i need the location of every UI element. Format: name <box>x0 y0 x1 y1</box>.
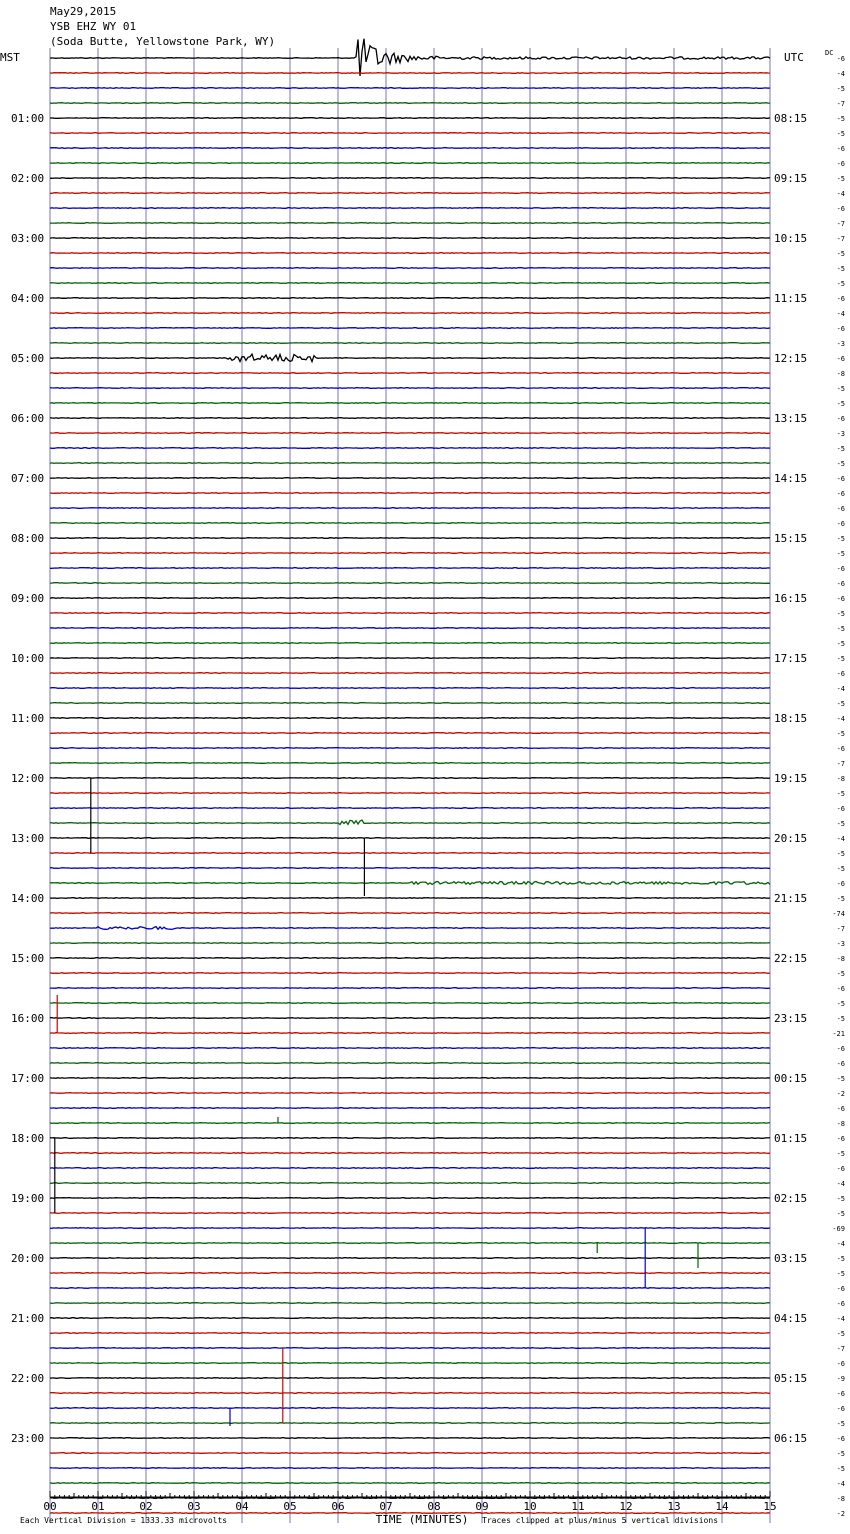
trace-row <box>50 268 770 269</box>
trace-row <box>50 354 770 362</box>
dc-offset-label: -5 <box>836 610 845 618</box>
trace-row <box>50 1138 770 1139</box>
right-hour-label: 13:15 <box>774 412 808 425</box>
dc-offset-label: -5 <box>836 850 845 858</box>
dc-offset-label: -5 <box>836 700 845 708</box>
dc-offset-label: -6 <box>836 160 845 168</box>
dc-offset-label: -6 <box>836 580 845 588</box>
dc-offset-label: -5 <box>836 280 845 288</box>
dc-offset-label: -6 <box>836 595 845 603</box>
dc-offset-label: -5 <box>836 1000 845 1008</box>
trace-row <box>50 1363 770 1364</box>
trace-row <box>50 613 770 614</box>
trace-row <box>50 1123 770 1124</box>
trace-row <box>50 1318 770 1319</box>
dc-offset-label: -5 <box>836 115 845 123</box>
dc-offset-label: -5 <box>836 655 845 663</box>
dc-offset-label: -5 <box>836 1330 845 1338</box>
x-tick-label: 15 <box>763 1500 777 1513</box>
x-tick-label: 09 <box>475 1500 489 1513</box>
trace-row <box>50 598 770 599</box>
left-hour-label: 01:00 <box>11 112 45 125</box>
chart-location: (Soda Butte, Yellowstone Park, WY) <box>50 35 276 48</box>
trace-row <box>50 793 770 794</box>
trace-row <box>50 163 770 164</box>
left-hour-label: 21:00 <box>11 1312 45 1325</box>
right-hour-label: 06:15 <box>774 1432 808 1445</box>
dc-offset-label: -5 <box>836 445 845 453</box>
x-tick-label: 08 <box>427 1500 441 1513</box>
trace-row <box>50 882 770 885</box>
trace-row <box>50 478 770 479</box>
left-hour-label: 17:00 <box>11 1072 45 1085</box>
dc-offset-label: -5 <box>836 1150 845 1158</box>
right-hour-label: 08:15 <box>774 112 808 125</box>
dc-offset-label: -5 <box>836 175 845 183</box>
trace-row <box>50 238 770 239</box>
right-hour-label: 19:15 <box>774 772 808 785</box>
dc-offset-label: -6 <box>836 1105 845 1113</box>
trace-row <box>50 283 770 284</box>
dc-offset-label: -6 <box>836 880 845 888</box>
trace-row <box>50 628 770 629</box>
right-hour-label: 21:15 <box>774 892 808 905</box>
dc-offset-label: -5 <box>836 640 845 648</box>
trace-row <box>50 943 770 944</box>
dc-offset-label: -4 <box>836 1480 845 1488</box>
dc-offset-label: -7 <box>836 235 845 243</box>
dc-offset-label: -6 <box>836 670 845 678</box>
dc-offset-label: -5 <box>836 85 845 93</box>
trace-row <box>50 658 770 659</box>
trace-row <box>50 718 770 719</box>
trace-row <box>50 927 770 930</box>
left-hour-label: 14:00 <box>11 892 45 905</box>
left-hour-label: 23:00 <box>11 1432 45 1445</box>
dc-offset-label: -5 <box>836 865 845 873</box>
x-tick-label: 06 <box>331 1500 345 1513</box>
dc-offset-label: -5 <box>836 130 845 138</box>
trace-row <box>50 1273 770 1274</box>
x-tick-label: 02 <box>139 1500 153 1513</box>
left-hour-label: 20:00 <box>11 1252 45 1265</box>
x-tick-label: 03 <box>187 1500 201 1513</box>
left-hour-label: 11:00 <box>11 712 45 725</box>
dc-offset-label: -5 <box>836 460 845 468</box>
left-hour-label: 02:00 <box>11 172 45 185</box>
trace-row <box>50 1333 770 1334</box>
trace-row <box>50 1063 770 1064</box>
dc-offset-label: -6 <box>836 520 845 528</box>
right-hour-label: 23:15 <box>774 1012 808 1025</box>
scale-note: Each Vertical Division = 1333.33 microvolts <box>20 1516 228 1525</box>
dc-offset-label: -5 <box>836 1270 845 1278</box>
trace-row <box>50 1033 770 1034</box>
dc-offset-label: -6 <box>836 1285 845 1293</box>
right-hour-label: 01:15 <box>774 1132 808 1145</box>
dc-offset-label: -5 <box>836 1255 845 1263</box>
dc-offset-label: -5 <box>836 400 845 408</box>
dc-offset-label: -7 <box>836 925 845 933</box>
dc-offset-label: -5 <box>836 535 845 543</box>
chart-station: YSB EHZ WY 01 <box>50 20 137 33</box>
x-tick-label: 10 <box>523 1500 537 1513</box>
trace-row <box>50 88 770 89</box>
trace-row <box>50 853 770 854</box>
trace-row <box>50 898 770 899</box>
dc-offset-label: -6 <box>836 475 845 483</box>
dc-offset-label: -74 <box>832 910 845 918</box>
dc-offset-label: -3 <box>836 430 845 438</box>
dc-offset-label: -2 <box>836 1510 845 1518</box>
dc-offset-label: -6 <box>836 1045 845 1053</box>
x-tick-label: 05 <box>283 1500 297 1513</box>
trace-row <box>50 748 770 749</box>
trace-row <box>50 39 770 76</box>
trace-row <box>50 298 770 299</box>
dc-offset-label: -6 <box>836 1135 845 1143</box>
right-hour-label: 02:15 <box>774 1192 808 1205</box>
trace-row <box>50 328 770 329</box>
trace-row <box>50 148 770 149</box>
dc-offset-label: -4 <box>836 715 845 723</box>
dc-offset-label: -6 <box>836 145 845 153</box>
trace-row <box>50 73 770 74</box>
right-hour-label: 17:15 <box>774 652 808 665</box>
right-hour-label: 03:15 <box>774 1252 808 1265</box>
right-hour-label: 05:15 <box>774 1372 808 1385</box>
dc-offset-label: -6 <box>836 1405 845 1413</box>
dc-label: DC <box>825 49 834 57</box>
trace-row <box>50 373 770 374</box>
dc-offset-label: -3 <box>836 340 845 348</box>
dc-offset-label: -6 <box>836 985 845 993</box>
trace-row <box>50 1093 770 1094</box>
left-hour-label: 15:00 <box>11 952 45 965</box>
trace-row <box>50 223 770 224</box>
trace-row <box>50 1003 770 1004</box>
left-hour-label: 09:00 <box>11 592 45 605</box>
right-hour-label: 12:15 <box>774 352 808 365</box>
dc-offset-label: -6 <box>836 565 845 573</box>
dc-offset-label: -3 <box>836 940 845 948</box>
right-hour-label: 09:15 <box>774 172 808 185</box>
dc-offset-label: -6 <box>836 505 845 513</box>
dc-offset-label: -5 <box>836 550 845 558</box>
dc-offset-label: -6 <box>836 205 845 213</box>
dc-offset-label: -5 <box>836 820 845 828</box>
trace-row <box>50 1483 770 1484</box>
trace-row <box>50 1258 770 1259</box>
left-hour-label: 05:00 <box>11 352 45 365</box>
dc-offset-label: -2 <box>836 1090 845 1098</box>
trace-row <box>50 193 770 194</box>
trace-row <box>50 1078 770 1079</box>
trace-row <box>50 403 770 404</box>
trace-row <box>50 673 770 674</box>
dc-offset-label: -7 <box>836 220 845 228</box>
dc-offset-label: -6 <box>836 1300 845 1308</box>
dc-offset-label: -5 <box>836 1450 845 1458</box>
dc-offset-label: -5 <box>836 1015 845 1023</box>
trace-row <box>50 820 770 824</box>
trace-row <box>50 1213 770 1214</box>
spikes <box>55 778 698 1426</box>
dc-offset-label: -4 <box>836 1180 845 1188</box>
dc-offset-label: -6 <box>836 1165 845 1173</box>
trace-row <box>50 688 770 689</box>
left-hour-label: 03:00 <box>11 232 45 245</box>
dc-offset-label: -6 <box>836 805 845 813</box>
trace-row <box>50 1423 770 1424</box>
right-hour-label: 00:15 <box>774 1072 808 1085</box>
trace-row <box>50 868 770 869</box>
trace-row <box>50 1228 770 1229</box>
dc-offset-label: -21 <box>832 1030 845 1038</box>
trace-row <box>50 1393 770 1394</box>
trace-row <box>50 313 770 314</box>
trace-row <box>50 913 770 914</box>
right-hour-label: 16:15 <box>774 592 808 605</box>
x-tick-label: 04 <box>235 1500 249 1513</box>
trace-row <box>50 1198 770 1199</box>
trace-row <box>50 133 770 134</box>
trace-row <box>50 973 770 974</box>
dc-offset-label: -5 <box>836 730 845 738</box>
dc-offset-label: -5 <box>836 895 845 903</box>
dc-offset-label: -6 <box>836 1390 845 1398</box>
dc-offset-label: -6 <box>836 1435 845 1443</box>
traces <box>50 39 770 1514</box>
trace-row <box>50 703 770 704</box>
dc-offset-label: -7 <box>836 100 845 108</box>
trace-row <box>50 958 770 959</box>
dc-offset-label: -6 <box>836 1360 845 1368</box>
clip-note: Traces clipped at plus/minus 5 vertical divisions <box>482 1516 719 1525</box>
trace-row <box>50 568 770 569</box>
left-hour-label: 12:00 <box>11 772 45 785</box>
left-hour-label: 19:00 <box>11 1192 45 1205</box>
trace-row <box>50 433 770 434</box>
dc-offset-label: -8 <box>836 1120 845 1128</box>
dc-offset-label: -6 <box>836 415 845 423</box>
left-hour-label: 13:00 <box>11 832 45 845</box>
dc-offset-label: -5 <box>836 970 845 978</box>
dc-offset-label: -5 <box>836 385 845 393</box>
trace-row <box>50 1378 770 1379</box>
trace-row <box>50 103 770 104</box>
trace-row <box>50 1498 770 1499</box>
dc-offset-label: -8 <box>836 775 845 783</box>
minute-grid <box>50 48 770 1523</box>
dc-offset-label: -5 <box>836 1420 845 1428</box>
trace-row <box>50 733 770 734</box>
right-hour-label: 10:15 <box>774 232 808 245</box>
dc-offset-label: -7 <box>836 760 845 768</box>
trace-row <box>50 763 770 764</box>
trace-row <box>50 583 770 584</box>
right-hour-label: 22:15 <box>774 952 808 965</box>
x-tick-label: 14 <box>715 1500 729 1513</box>
dc-offset-label: -8 <box>836 370 845 378</box>
right-hour-label: 14:15 <box>774 472 808 485</box>
trace-row <box>50 208 770 209</box>
x-axis-title: TIME (MINUTES) <box>375 1513 469 1526</box>
trace-row <box>50 118 770 119</box>
dc-offset-label: -4 <box>836 310 845 318</box>
dc-offset-label: -6 <box>836 55 845 63</box>
dc-offset-label: -9 <box>836 1375 845 1383</box>
trace-row <box>50 1408 770 1409</box>
dc-offset-label: -6 <box>836 325 845 333</box>
left-hour-label: 04:00 <box>11 292 45 305</box>
x-tick-label: 13 <box>667 1500 681 1513</box>
trace-row <box>50 388 770 389</box>
dc-offset-label: -69 <box>832 1225 845 1233</box>
trace-row <box>50 463 770 464</box>
trace-row <box>50 1048 770 1049</box>
trace-row <box>50 418 770 419</box>
dc-offset-label: -5 <box>836 250 845 258</box>
trace-row <box>50 523 770 524</box>
trace-row <box>50 1438 770 1439</box>
dc-offset-label: -8 <box>836 1495 845 1503</box>
right-hour-label: 18:15 <box>774 712 808 725</box>
trace-row <box>50 643 770 644</box>
trace-row <box>50 778 770 779</box>
right-hour-label: 11:15 <box>774 292 808 305</box>
left-hour-label: 18:00 <box>11 1132 45 1145</box>
trace-row <box>50 253 770 254</box>
dc-offset-label: -5 <box>836 265 845 273</box>
trace-row <box>50 1153 770 1154</box>
dc-offset-label: -4 <box>836 835 845 843</box>
left-timezone-label: MST <box>0 51 20 64</box>
trace-row <box>50 508 770 509</box>
x-tick-label: 11 <box>571 1500 585 1513</box>
right-timezone-label: UTC <box>784 51 804 64</box>
dc-offset-label: -5 <box>836 1195 845 1203</box>
dc-offset-label: -5 <box>836 790 845 798</box>
dc-offset-label: -4 <box>836 1315 845 1323</box>
dc-offset-label: -4 <box>836 70 845 78</box>
dc-offset-label: -5 <box>836 1465 845 1473</box>
x-tick-label: 12 <box>619 1500 633 1513</box>
left-hour-label: 10:00 <box>11 652 45 665</box>
trace-row <box>50 1348 770 1349</box>
right-hour-label: 15:15 <box>774 532 808 545</box>
trace-row <box>50 1018 770 1019</box>
trace-row <box>50 1303 770 1304</box>
left-hour-label: 16:00 <box>11 1012 45 1025</box>
left-hour-label: 08:00 <box>11 532 45 545</box>
trace-row <box>50 988 770 989</box>
dc-offset-label: -6 <box>836 745 845 753</box>
dc-offset-label: -5 <box>836 625 845 633</box>
dc-offset-label: -4 <box>836 685 845 693</box>
trace-row <box>50 1468 770 1469</box>
trace-row <box>50 493 770 494</box>
trace-row <box>50 1288 770 1289</box>
dc-offset-label: -4 <box>836 1240 845 1248</box>
trace-row <box>50 808 770 809</box>
x-tick-label: 01 <box>91 1500 105 1513</box>
trace-row <box>50 1168 770 1169</box>
trace-row <box>50 1243 770 1244</box>
left-hour-label: 06:00 <box>11 412 45 425</box>
dc-offset-label: -5 <box>836 1075 845 1083</box>
trace-row <box>50 178 770 179</box>
left-hour-label: 22:00 <box>11 1372 45 1385</box>
trace-row <box>50 1183 770 1184</box>
dc-offset-label: -6 <box>836 295 845 303</box>
x-tick-label: 07 <box>379 1500 393 1513</box>
dc-offset-label: -5 <box>836 1210 845 1218</box>
dc-offset-label: -6 <box>836 355 845 363</box>
trace-row <box>50 1108 770 1109</box>
trace-row <box>50 343 770 344</box>
right-hour-label: 04:15 <box>774 1312 808 1325</box>
chart-date: May29,2015 <box>50 5 117 18</box>
trace-row <box>50 1453 770 1454</box>
dc-offset-label: -7 <box>836 1345 845 1353</box>
trace-row <box>50 538 770 539</box>
dc-offset-label: -6 <box>836 490 845 498</box>
right-hour-label: 20:15 <box>774 832 808 845</box>
dc-offset-label: -4 <box>836 190 845 198</box>
x-tick-label: 00 <box>43 1500 57 1513</box>
trace-row <box>50 553 770 554</box>
trace-row <box>50 838 770 839</box>
dc-offset-label: -6 <box>836 1060 845 1068</box>
trace-row <box>50 448 770 449</box>
left-hour-label: 07:00 <box>11 472 45 485</box>
dc-offset-label: -8 <box>836 955 845 963</box>
